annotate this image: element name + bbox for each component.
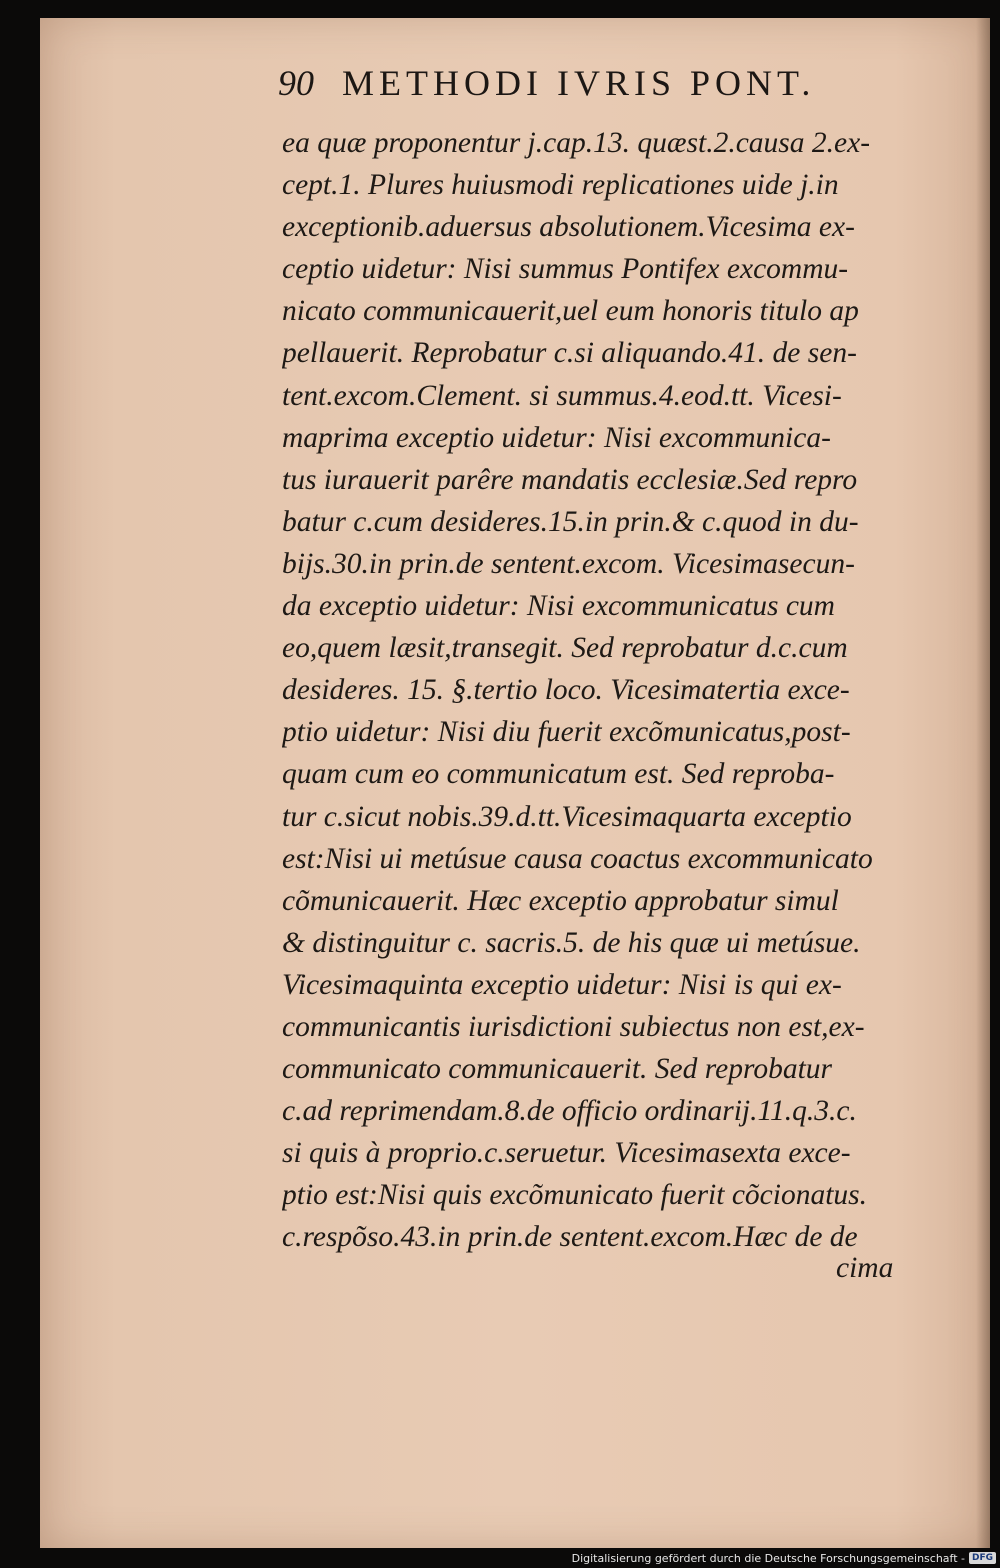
text-line: ptio uidetur: Nisi diu fuerit excõmunicatus,post- [282,716,851,749]
text-line: da exceptio uidetur: Nisi excommunicatus cum [282,590,835,623]
dfg-logo-icon: DFG [969,1552,996,1564]
text-line: communicato communicauerit. Sed reprobatur [282,1053,833,1086]
text-line: c.respõso.43.in prin.de sentent.excom.Hæc de de [282,1221,858,1254]
text-line: & distinguitur c. sacris.5. de his quæ ui metúsue. [282,926,861,959]
text-line: communicantis iurisdictioni subiectus non est,ex- [282,1010,865,1043]
page-edge-shadow [976,18,990,1548]
text-line: desideres. 15. §.tertio loco. Vicesimatertia exce- [282,674,850,707]
text-line: tur c.sicut nobis.39.d.tt.Vicesimaquarta exceptio [282,800,852,833]
digitization-note: Digitalisierung gefördert durch die Deutsche Forschungsgemeinschaft - [571,1551,965,1565]
text-line: ceptio uidetur: Nisi summus Pontifex excommu- [282,253,849,286]
text-line: ptio est:Nisi quis excõmunicato fuerit cõcionatus. [282,1179,868,1212]
text-line: tent.excom.Clement. si summus.4.eod.tt. Vicesi- [282,379,842,412]
text-line: cõmunicauerit. Hæc exceptio approbatur simul [282,884,839,917]
page-header [278,62,898,112]
page-number: 90 [278,63,314,103]
digitization-footer [572,1550,996,1566]
running-head: METHODI IVRIS PONT. [342,63,816,103]
text-line: exceptionib.aduersus absolutionem.Vicesima ex- [282,211,855,244]
text-line: nicato communicauerit,uel eum honoris titulo ap [282,295,859,328]
text-line: cept.1. Plures huiusmodi replicationes uide j.in [282,169,839,202]
catchword: cima [836,1252,894,1284]
text-line: si quis à proprio.c.seruetur. Vicesimasexta exce- [282,1137,851,1170]
text-line: quam cum eo communicatum est. Sed reproba- [282,758,835,791]
text-line: tus iurauerit parêre mandatis ecclesiæ.Sed repro [282,463,858,496]
body-text [282,122,902,1259]
text-line: pellauerit. Reprobatur c.si aliquando.41. de sen- [282,337,857,370]
text-line: est:Nisi ui metúsue causa coactus excommunicato [282,842,873,875]
text-line: batur c.cum desideres.15.in prin.& c.quod in du- [282,505,859,538]
text-line: eo,quem læsit,transegit. Sed reprobatur d.c.cum [282,632,848,665]
text-line: ea quæ proponentur j.cap.13. quæst.2.causa 2.ex- [282,127,871,159]
text-line: maprima exceptio uidetur: Nisi excommunica- [282,421,831,454]
text-line: bijs.30.in prin.de sentent.excom. Vicesimasecun- [282,547,855,580]
text-line: Vicesimaquinta exceptio uidetur: Nisi is qui ex- [282,968,842,1001]
text-line: c.ad reprimendam.8.de officio ordinarij.11.q.3.c. [282,1095,857,1128]
